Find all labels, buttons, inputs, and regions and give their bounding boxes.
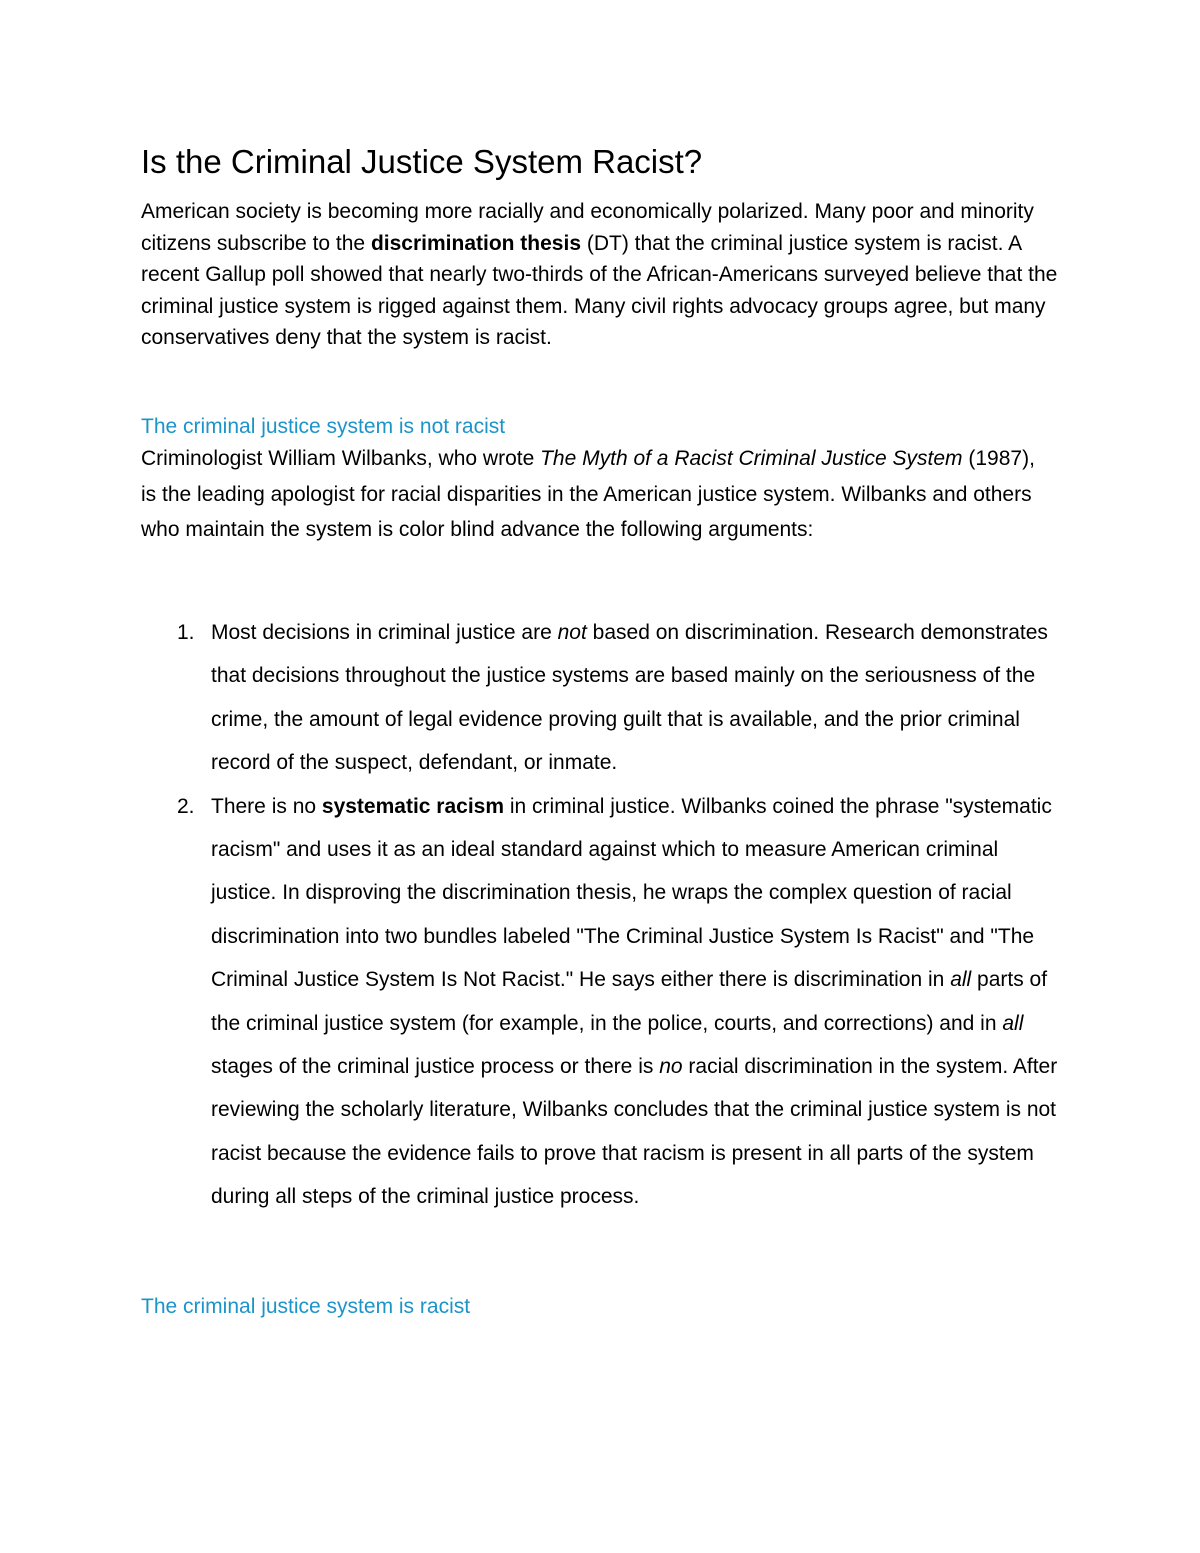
list-text: based on discrimination. Research demonstrates that decisions throughout the justice systems are based mainly on the seriousness of the crime, the amount of legal evidence proving guilt that is available, and the prior criminal record of the suspect, defendant, or inmate. — [211, 621, 1048, 775]
list-text: Most decisions in criminal justice are — [211, 621, 558, 644]
wilbanks-text-2: (1987), is the leading apologist for racial disparities in the American justice system. Wilbanks and others who maintain the system is color blind advance the following arguments: — [141, 447, 1035, 541]
section-heading-racist: The criminal justice system is racist — [141, 1295, 471, 1318]
list-item — [141, 611, 1061, 785]
list-number: 1. — [177, 621, 195, 644]
list-text: in criminal justice. Wilbanks coined the phrase "systematic racism" and uses it as an ideal standard against which to measure American criminal justice. In disproving the discrimination thesis, he wraps the complex question of racial discrimination into two bundles labeled "The Criminal Justice System Is Racist" and "The Criminal Justice System Is Not Racist." He says either there is discrimination in — [211, 794, 1052, 992]
list-text: parts of the criminal justice system (for example, in the police, courts, and corrections) and in — [211, 968, 1048, 1035]
intro-text-2: (DT) that the criminal justice system is racist. A recent Gallup poll showed that nearly two-thirds of the African-Americans surveyed believe that the criminal justice system is rigged against them. Many civil rights advocacy groups agree, but many conservatives deny that the system is racist. — [141, 231, 1058, 349]
wilbanks-paragraph — [141, 441, 1041, 548]
list-emphasis: all — [950, 968, 972, 992]
list-text: racial discrimination in the system. After reviewing the scholarly literature, Wilbanks concludes that the criminal justice system is not racist because the evidence fails to prove that racism is present in all parts of the system during all steps of the criminal justice process. — [211, 1055, 1058, 1209]
list-text: stages of the criminal justice process or there is — [211, 1055, 660, 1079]
list-emphasis: all — [1002, 1011, 1024, 1035]
document-title: Is the Criminal Justice System Racist? — [141, 143, 703, 180]
list-emphasis: not — [557, 621, 587, 644]
list-emphasis: no — [659, 1055, 683, 1079]
list-text: There is no — [211, 794, 322, 818]
intro-term-bold: discrimination thesis — [370, 231, 582, 255]
list-item — [141, 785, 1061, 1219]
intro-paragraph — [141, 196, 1061, 354]
intro-text-1: American society is becoming more racially and economically polarized. Many poor and minority citizens subscribe to the — [141, 200, 1034, 255]
section-heading-not-racist: The criminal justice system is not racist — [141, 415, 506, 438]
book-title: The Myth of a Racist Criminal Justice System — [540, 447, 963, 470]
list-strong: systematic racism — [321, 794, 505, 818]
list-number: 2. — [177, 794, 195, 818]
wilbanks-text-1: Criminologist William Wilbanks, who wrote — [141, 447, 541, 470]
arguments-list — [141, 611, 1061, 1219]
